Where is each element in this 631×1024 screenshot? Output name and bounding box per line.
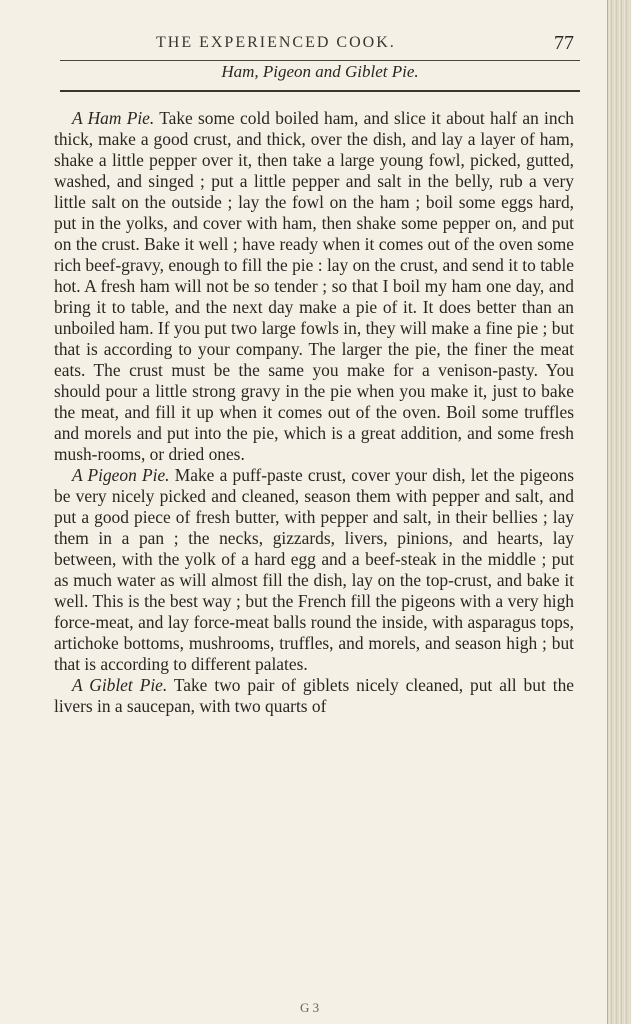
recipe-title: A Giblet Pie. [72,675,168,695]
paragraph-ham-pie [54,108,574,465]
page-edge [607,0,631,1024]
running-head: THE EXPERIENCED COOK. [156,34,396,51]
section-subheading: Ham, Pigeon and Giblet Pie. [221,62,419,81]
recipe-text: Take two pair of giblets nicely cleaned, put all but the livers in a saucepan, with two quarts of [54,675,574,716]
recipe-title: A Ham Pie. [72,108,155,128]
page-number: 77 [554,32,574,54]
page-header [60,34,580,60]
signature-mark: G 3 [300,1000,320,1015]
recipe-text: Make a puff-paste crust, cover your dish, let the pigeons be very nicely picked and cleaned, season them with pepper and salt, and put a good piece of fresh butter, with pepper and salt, in their bellies ; lay them in a pan ; the necks, gizzards, livers, pinions, and hearts, lay between, with the yolk of a hard egg and a beef-steak in the middle ; put as much water as will almost fill the dish, lay on the top-crust, and bake it well. This is the best way ; but the French fill the pigeons with a very high force-meat, and lay force-meat balls round the inside, with asparagus tops, artichoke bottoms, mushrooms, truffles, and morels, and season high ; but that is according to different palates. [54,465,574,674]
body-text [54,108,574,717]
subheading-rule [60,90,580,92]
header-rule [60,60,580,61]
recipe-title: A Pigeon Pie. [72,465,170,485]
paragraph-giblet-pie [54,675,574,717]
recipe-text: Take some cold boiled ham, and slice it about half an inch thick, make a good crust, and thick, over the dish, and lay a layer of ham, shake a little pepper over it, then take a large young fowl, picked, gutted, washed, and singed ; put a little pepper and salt in the belly, rub a very little salt on the outside ; lay the fowl on the ham ; boil some eggs hard, put in the yolks, and cover with ham, then shake some pepper on, and put on the crust. Bake it well ; have ready when it comes out of the oven some rich beef-gravy, enough to fill the pie : lay on the crust, and send it to table hot. A fresh ham will not be so tender ; so that I boil my ham one day, and bring it to table, and the next day make a pie of it. It does better than an unboiled ham. If you put two large fowls in, they will make a fine pie ; but that is according to your company. The larger the pie, the finer the meat eats. The crust must be the same you make for a venison-pasty. You should pour a little strong gravy in the pie when you make it, just to bake the meat, and fill it up when it comes out of the oven. Boil some truffles and morels and put into the pie, which is a great addition, and some fresh mush-rooms, or dried ones. [54,108,574,464]
paragraph-pigeon-pie [54,465,574,675]
